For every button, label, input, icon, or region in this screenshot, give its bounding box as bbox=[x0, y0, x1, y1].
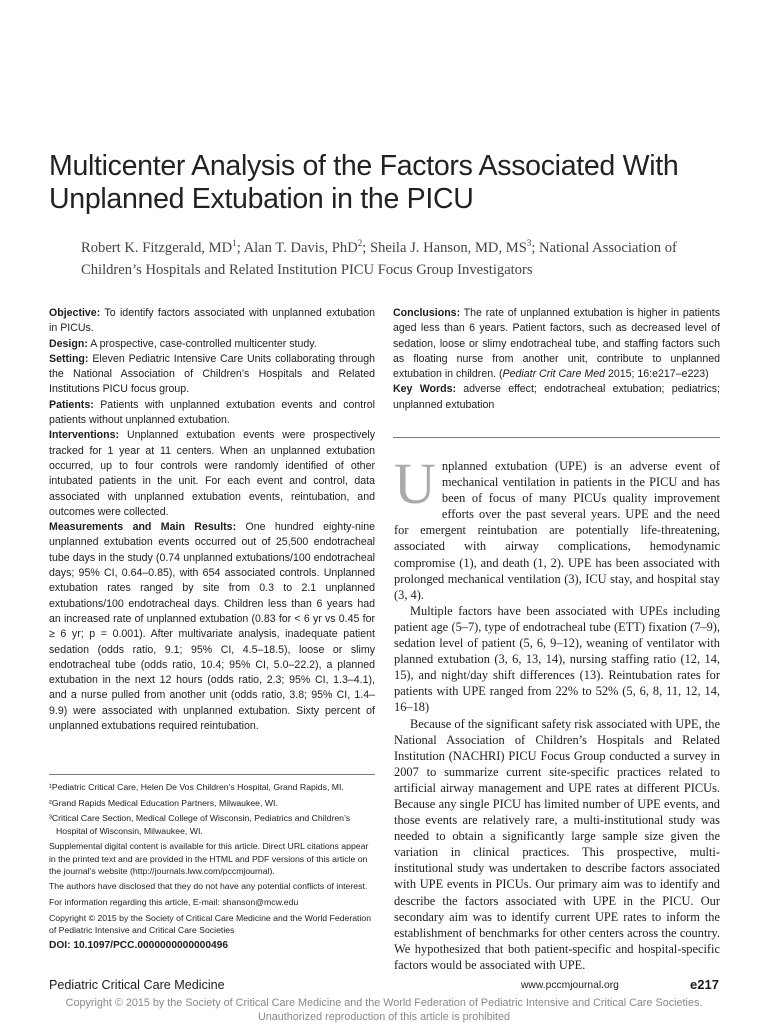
abstract-divider bbox=[393, 437, 720, 438]
abstract-objective bbox=[49, 306, 375, 337]
page-number: e217 bbox=[690, 977, 719, 992]
drop-cap: U bbox=[394, 451, 436, 516]
footnote-rule bbox=[49, 774, 375, 775]
citation-detail: 2015; 16:e217–e223) bbox=[605, 368, 709, 381]
body-text-column bbox=[394, 451, 720, 973]
supplemental-note: Supplemental digital content is available for this article. Direct URL citations appear in the printed text and are provided in the HTML and PDF versions of this article on the journal’s website (http://journals.lww.com/pccmjournal). bbox=[49, 841, 369, 876]
disclosure-note: The authors have disclosed that they do not have any potential conflicts of interest. bbox=[49, 881, 368, 892]
abstract-keywords bbox=[393, 382, 720, 413]
copyright-line-2: Unauthorized reproduction of this article is prohibited bbox=[257, 1011, 511, 1023]
author-1: Robert K. Fitzgerald, MD bbox=[81, 239, 233, 256]
section-head: Measurements and Main Results: bbox=[49, 521, 237, 534]
doi: DOI: 10.1097/PCC.0000000000000496 bbox=[49, 939, 228, 951]
abstract-conclusions bbox=[393, 306, 720, 382]
abstract-results bbox=[49, 520, 375, 734]
section-text: A prospective, case-controlled multicenter study. bbox=[87, 337, 317, 350]
section-head: Interventions: bbox=[49, 429, 120, 442]
section-head: Conclusions: bbox=[393, 307, 461, 319]
abstract-setting bbox=[49, 352, 375, 398]
copyright-banner bbox=[0, 996, 768, 1024]
title-line-1: Multicenter Analysis of the Factors Associated With bbox=[49, 150, 679, 182]
section-text: adverse effect; endotracheal extubation; pediatrics; unplanned extubation bbox=[393, 383, 720, 411]
section-text: The rate of unplanned extubation is higher in patients aged less than 6 years. Patient factors, such as decreased level of sedation, loose or slimy endotracheal tube, and staffing factors such as floating nurse from another unit, contribute to unplanned extubation in children. ( bbox=[393, 307, 720, 381]
citation-journal: Pediatr Crit Care Med bbox=[502, 368, 605, 381]
affiliation-3: ³Critical Care Section, Medical College of Wisconsin, Pediatrics and Children’s Hospital of Wisconsin, Milwaukee, WI. bbox=[49, 813, 351, 836]
title-line-2: Unplanned Extubation in the PICU bbox=[49, 183, 474, 215]
abstract-patients bbox=[49, 398, 375, 429]
section-text: Patients with unplanned extubation events and control patients without unplanned extubation. bbox=[49, 398, 375, 427]
section-text: Eleven Pediatric Intensive Care Units collaborating through the National Association of Children’s Hospitals and Related Institutions PICU focus group. bbox=[49, 352, 375, 396]
abstract-interventions bbox=[49, 428, 375, 520]
section-head: Patients: bbox=[49, 398, 94, 411]
section-text: Unplanned extubation events were prospectively tracked for 1 year at 11 centers. When an unplanned extubation occurred, up to four controls were randomly identified of other intubated patients in the unit. For each event and control, data associated with unplanned extubation events, reintubation, and outcomes were collected. bbox=[49, 429, 375, 518]
body-paragraph-2: Multiple factors have been associated with UPEs including patient age (5–7), type of endotracheal tube (ETT) fixation (7–9), sedation level of patient (5, 6, 9–12), weaning of ventilator with planned extubation (3, 6, 13, 14), nursing staffing ratio (12, 14, 15), and night/day shift differences (13). Reintubation rates for patients with UPE ranged from 22% to 52% (5, 6, 8, 11, 12, 14, 16–18) bbox=[394, 603, 720, 715]
copyright-line-1: Copyright © 2015 by the Society of Critical Care Medicine and the World Federation of Pediatric Intensive and Critical Care Societies. bbox=[65, 997, 703, 1009]
affiliation-1: ¹Pediatric Critical Care, Helen De Vos Children’s Hospital, Grand Rapids, MI. bbox=[49, 782, 344, 792]
section-text: One hundred eighty-nine unplanned extubation events occurred out of 25,500 endotracheal tube days in the study (0.74 unplanned extubations/100 endotracheal days; 95% CI, 0.64–0.85), with 654 associated controls. Unplanned extubation rates ranged by site from 0.3 to 2.1 unplanned extubations/100 endotracheal days. Children less than 6 years had an increased rate of unplanned extubation (0.83 for < 6 yr vs 0.45 for ≥ 6 yr; p = 0.001). After multivariate analysis, inadequate patient sedation (odds ratio, 9.1; 95% CI, 4.5–18.5), loose or slimy endotracheal tube (odds ratio, 10.4; 95% CI, 5.0–22.2), a planned extubation in the next 12 hours (odds ratio, 2.3; 95% CI, 1.3–4.1), and a nurse pulled from another unit (odds ratio, 3.8; 95% CI, 1.4–9.9) were associated with unplanned extubation. Sixty percent of unplanned extubations required reintubation. bbox=[49, 521, 375, 733]
section-text: To identify factors associated with unplanned extubation in PICUs. bbox=[49, 307, 375, 335]
abstract-left-column bbox=[49, 306, 375, 734]
author-group: ; National Association of Children’s Hospitals and Related Institution PICU Focus Group Investigators bbox=[81, 239, 677, 278]
affiliation-2: ²Grand Rapids Medical Education Partners, Milwaukee, WI. bbox=[49, 797, 278, 808]
abstract-right-column bbox=[393, 306, 720, 413]
article-title bbox=[49, 150, 729, 216]
section-head: Objective: bbox=[49, 307, 101, 319]
affiliation-marker-2: 2 bbox=[357, 238, 363, 248]
abstract-design bbox=[49, 337, 375, 352]
footnotes bbox=[49, 781, 375, 955]
affiliation-marker-1: 1 bbox=[232, 238, 237, 248]
body-paragraph-1 bbox=[394, 451, 720, 603]
author-2: ; Alan T. Davis, PhD bbox=[236, 239, 358, 256]
contact-email: For information regarding this article, E-mail: shanson@mcw.edu bbox=[49, 897, 299, 908]
author-list bbox=[81, 232, 721, 281]
section-head: Design: bbox=[49, 337, 88, 350]
footer-journal-url: www.pccmjournal.org bbox=[521, 980, 619, 991]
section-head: Key Words: bbox=[393, 383, 456, 396]
footer-journal-name: Pediatric Critical Care Medicine bbox=[49, 978, 225, 992]
paragraph-text: nplanned extubation (UPE) is an adverse event of mechanical ventilation in patients in the PICU and has been of focus of many PICUs quality improvement efforts over the past several years. UPE and the need for emergent reintubation are potentially life-threatening, associated with airway complications, hemodynamic compromise (1), and death (1, 2). UPE has been associated with prolonged mechanical ventilation (3), ICU stay, and hospital stay (3, 4). bbox=[394, 459, 720, 602]
copyright-note: Copyright © 2015 by the Society of Critical Care Medicine and the World Federation of Pediatric Intensive and Critical Care Societies bbox=[49, 912, 372, 936]
section-head: Setting: bbox=[49, 352, 89, 365]
body-paragraph-3: Because of the significant safety risk associated with UPE, the National Association of Children’s Hospitals and Related Institution (NACHRI) PICU Focus Group conducted a survey in 2007 to summarize current site-specific practices related to artificial airway management and UPE rates at different PICUs. Because any single PICU has limited number of UPE events, and those events are relatively rare, a multi-institutional study was needed to obtain a significantly large sample size given the variation in clinical practices. This prospective, multi-institutional study was undertaken to describe factors associated with UPE events in PICUs. Our primary aim was to identify and describe the factors associated with UPE in the PICU. Our secondary aim was to identify current UPE rates to inform the establishment of benchmarks for other centers across the country. We hypothesized that both patient-specific and hospital-specific factors would be associated with UPE. bbox=[394, 716, 720, 972]
author-3: ; Sheila J. Hanson, MD, MS bbox=[362, 239, 527, 256]
affiliation-marker-3: 3 bbox=[526, 238, 532, 248]
